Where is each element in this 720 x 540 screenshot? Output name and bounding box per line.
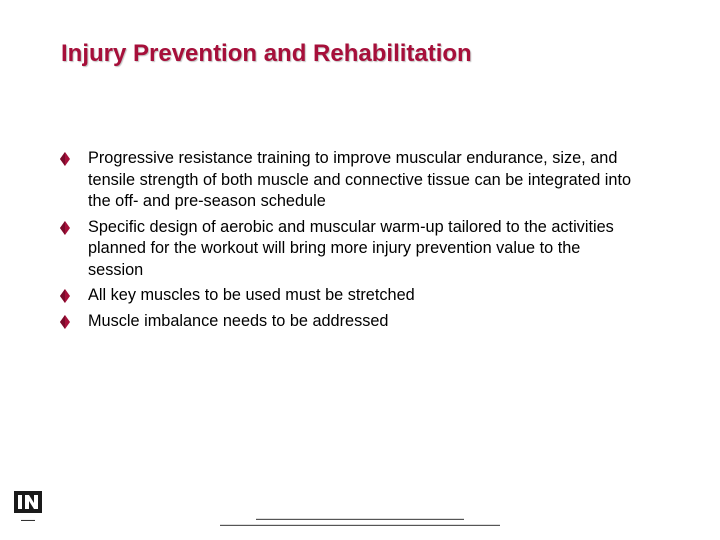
bullet-item [60,285,640,307]
diamond-bullet-icon [60,152,70,166]
footer-line: ▬▬▬▬▬▬▬▬▬▬▬▬▬▬▬▬▬▬▬▬▬▬▬▬▬▬▬▬▬▬▬▬▬▬▬▬▬▬▬▬▬▬▬▬▬▬▬▬▬▬▬▬▬▬▬▬▬▬▬▬▬▬▬▬▬▬▬▬▬▬ [220,522,500,527]
diamond-bullet-icon [60,289,70,303]
bullet-item [60,217,640,282]
bullet-item [60,148,640,213]
bullet-list [60,148,640,336]
bullet-item [60,311,640,333]
publisher-logo-mark [14,491,42,513]
diamond-bullet-icon [60,315,70,329]
bullet-text: All key muscles to be used must be stretched [88,286,415,304]
diamond-bullet-icon [60,221,70,235]
slide-title: Injury Prevention and Rehabilitation [61,40,472,67]
footer-line: ▬▬▬▬▬▬▬▬▬▬▬▬▬▬▬▬▬▬▬▬▬▬▬▬▬▬▬▬▬▬▬▬▬▬▬▬▬▬▬▬▬▬▬▬▬▬▬▬▬▬▬▬ [256,516,464,521]
footer-copyright [160,516,560,528]
bullet-text: Muscle imbalance needs to be addressed [88,311,389,330]
bullet-text: Specific design of aerobic and muscular warm-up tailored to the activities planned for the workout will bring more injury prevention value to the session [88,217,614,279]
logo-text: ▬▬▬▬ [21,518,35,522]
publisher-logo [14,491,42,523]
bullet-text: Progressive resistance training to improve muscular endurance, size, and tensile strength of both muscle and connective tissue can be integrated into the off- and pre-season schedule [88,149,632,210]
